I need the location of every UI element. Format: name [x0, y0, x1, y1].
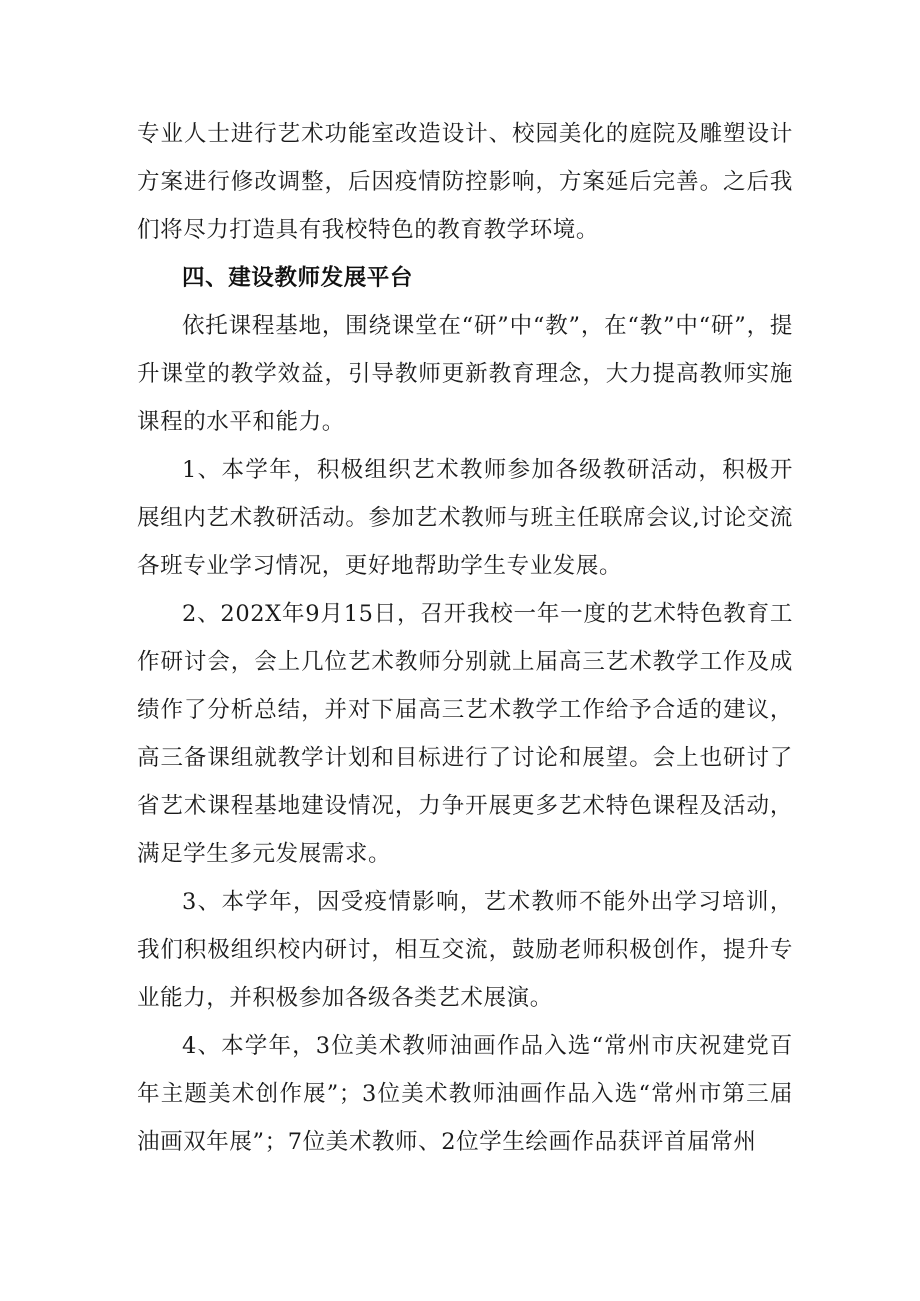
- paragraph-continuation: 专业人士进行艺术功能室改造设计、校园美化的庭院及雕塑设计方案进行修改调整，后因疫情防控影响，方案延后完善。之后我们将尽力打造具有我校特色的教育教学环境。: [137, 121, 793, 243]
- section-heading: 四、建设教师发展平台: [182, 265, 414, 291]
- paragraph-intro: 依托课程基地，围绕课堂在“研”中“教”，在“教”中“研”，提升课堂的教学效益，引导教师更新教育理念，大力提高教师实施课程的水平和能力。: [137, 313, 793, 435]
- paragraph-item-4: 4、本学年，3位美术教师油画作品入选“常州市庆祝建党百年主题美术创作展”；3位美术教师油画作品入选“常州市第三届油画双年展”；7位美术教师、2位学生绘画作品获评首届常州: [137, 1033, 793, 1155]
- paragraph-item-3: 3、本学年，因受疫情影响，艺术教师不能外出学习培训，我们积极组织校内研讨，相互交流，鼓励老师积极创作，提升专业能力，并积极参加各级各类艺术展演。: [137, 889, 793, 1011]
- paragraph-item-1: 1、本学年，积极组织艺术教师参加各级教研活动，积极开展组内艺术教研活动。参加艺术教师与班主任联席会议,讨论交流各班专业学习情况，更好地帮助学生专业发展。: [137, 457, 793, 579]
- paragraph-item-2: 2、202X年9月15日，召开我校一年一度的艺术特色教育工作研讨会，会上几位艺术教师分别就上届高三艺术教学工作及成绩作了分析总结，并对下届高三艺术教学工作给予合适的建议，高三备课组就教学计划和目标进行了讨论和展望。会上也研讨了省艺术课程基地建设情况，力争开展更多艺术特色课程及活动，满足学生多元发展需求。: [137, 601, 793, 867]
- document-body: [137, 110, 793, 1166]
